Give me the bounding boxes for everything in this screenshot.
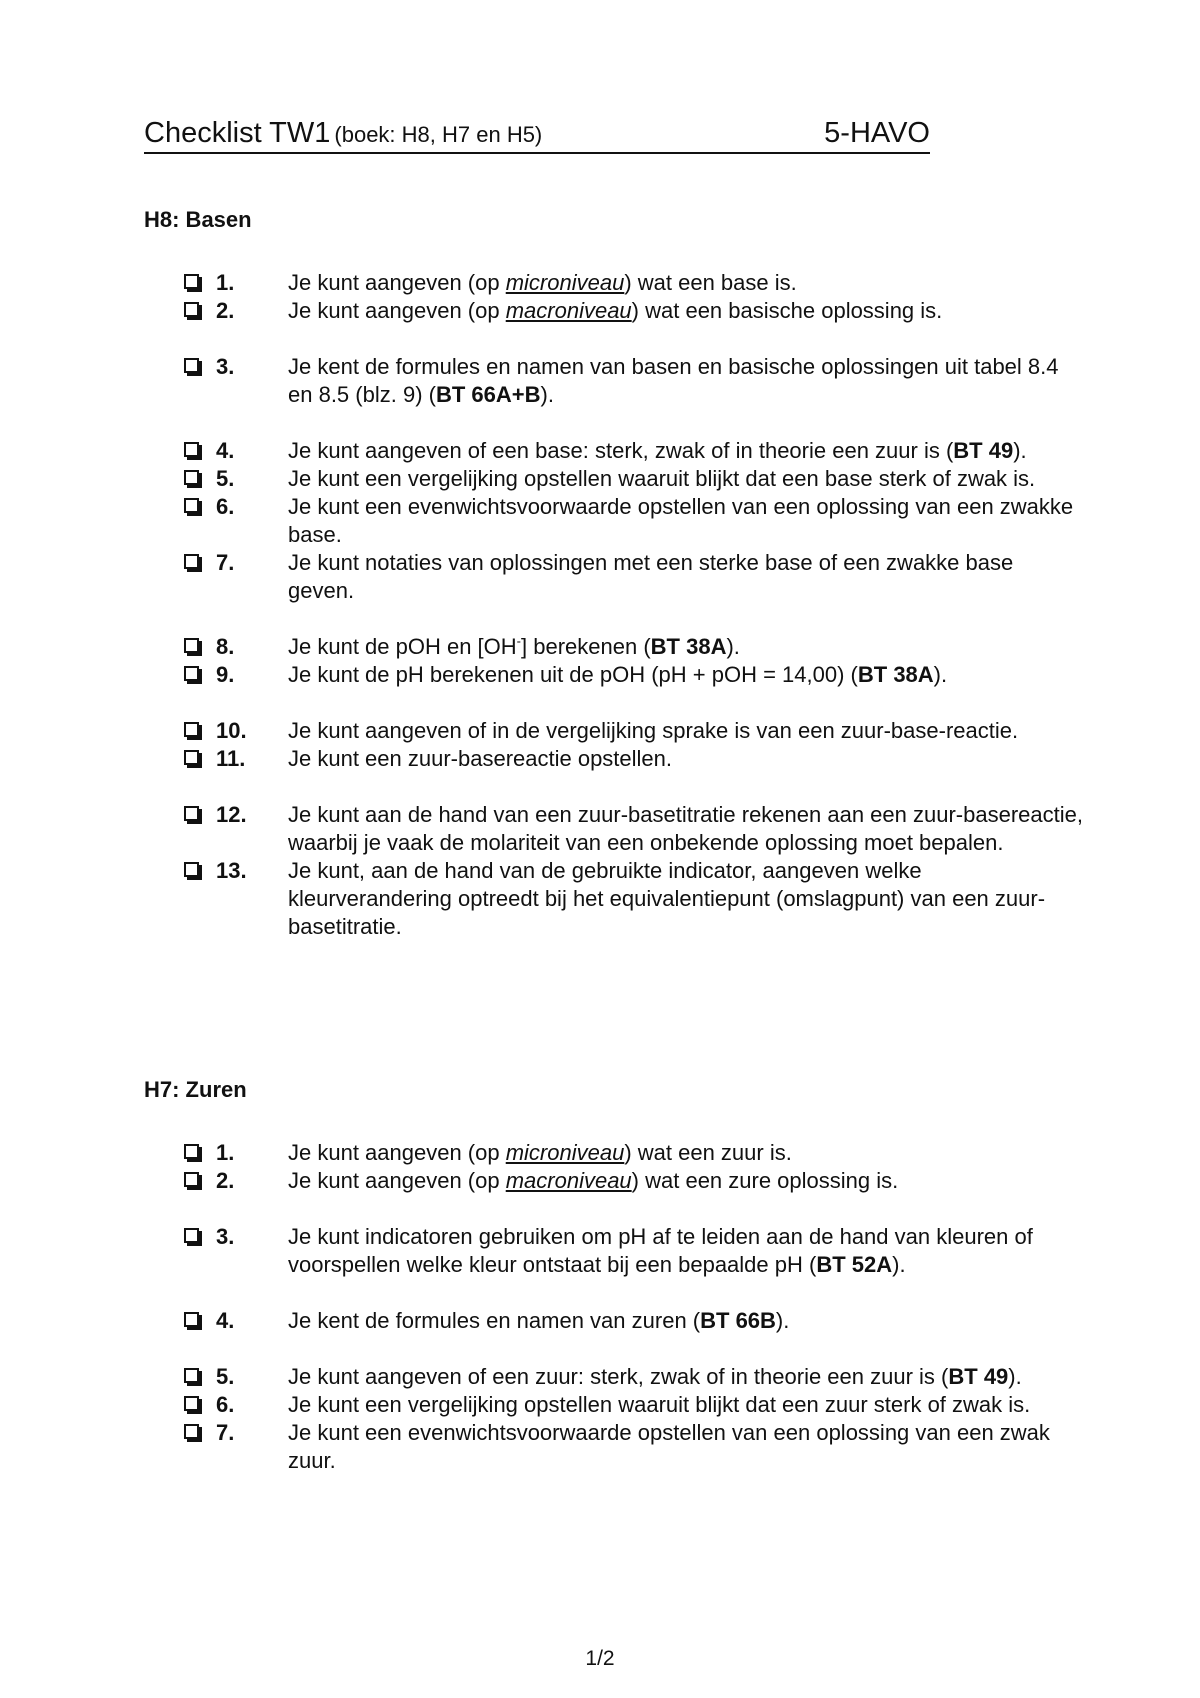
checklist-item [144, 353, 1084, 409]
text-part: Je kunt aangeven (op [288, 298, 506, 323]
title-text: Checklist TW1 [144, 117, 331, 149]
item-text: Je kunt aan de hand van een zuur-basetitratie rekenen aan een zuur-basereactie, waarbij je vaak de molariteit van een onbekende oplossing moet bepalen. [288, 802, 1083, 855]
text-part: Je kunt aangeven (op [288, 270, 506, 295]
item-text [288, 1363, 1084, 1391]
reference-code: BT 38A [650, 634, 727, 659]
checklist [144, 1139, 1084, 1475]
checklist-item [144, 1363, 1084, 1391]
item-text [288, 633, 1084, 661]
checkbox-icon[interactable] [184, 722, 199, 737]
item-text: Je kunt een vergelijking opstellen waaruit blijkt dat een zuur sterk of zwak is. [288, 1392, 1031, 1417]
item-text: Je kunt een zuur-basereactie opstellen. [288, 746, 673, 771]
item-number: 5. [216, 466, 235, 491]
checkbox-icon[interactable] [184, 302, 199, 317]
text-part: Je kent de formules en namen van basen en basische oplossingen uit tabel 8.4 en 8.5 (blz. 9) ( [288, 354, 1059, 407]
checklist-item [144, 1391, 1084, 1419]
checkbox-icon[interactable] [184, 666, 199, 681]
checklist-item [144, 1307, 1084, 1335]
reference-code: BT 66A+B [435, 382, 541, 407]
item-number: 9. [216, 662, 235, 687]
section-h7 [144, 1077, 1084, 1475]
text-part: Je kunt indicatoren gebruiken om pH af te leiden aan de hand van kleuren of voorspellen welke kleur ontstaat bij een bepaalde pH ( [288, 1224, 1033, 1277]
checklist-item [144, 437, 1084, 465]
text-part: Je kunt aangeven (op [288, 1140, 506, 1165]
checkbox-icon[interactable] [184, 1228, 199, 1243]
item-number: 2. [216, 1168, 235, 1193]
emphasis-term: macroniveau [505, 1168, 632, 1193]
checkbox-icon[interactable] [184, 750, 199, 765]
text-part: Je kunt de pH berekenen uit de pOH (pH + pOH = 14,00) ( [288, 662, 858, 687]
text-part: Je kent de formules en namen van zuren ( [288, 1308, 701, 1333]
text-part: ). [1013, 438, 1027, 463]
emphasis-term: macroniveau [505, 298, 632, 323]
item-text [288, 1223, 1084, 1279]
text-part: ) wat een base is. [624, 270, 797, 295]
checkbox-icon[interactable] [184, 1312, 199, 1327]
item-text [288, 1139, 1084, 1167]
checkbox-icon[interactable] [184, 358, 199, 373]
checkbox-icon[interactable] [184, 554, 199, 569]
text-part: Je kunt de pOH en [OH [288, 634, 517, 659]
page-number: 1/2 [585, 1647, 615, 1670]
text-part: Je kunt aangeven of een zuur: sterk, zwak of in theorie een zuur is ( [288, 1364, 949, 1389]
item-text: Je kunt, aan de hand van de gebruikte indicator, aangeven welke kleurverandering optreedt bij het equivalentiepunt (omslagpunt) van een zuur-basetitratie. [288, 858, 1046, 939]
item-number: 12. [216, 802, 247, 827]
item-text: Je kunt een vergelijking opstellen waaruit blijkt dat een base sterk of zwak is. [288, 466, 1036, 491]
item-text [288, 1307, 1084, 1335]
item-number: 4. [216, 438, 235, 463]
item-number: 7. [216, 1420, 235, 1445]
page-title [144, 117, 542, 150]
checklist-item [144, 717, 1084, 745]
text-part: ). [726, 634, 740, 659]
item-text [288, 1167, 1084, 1195]
checklist-item [144, 801, 1084, 857]
checklist-item [144, 1167, 1084, 1195]
checklist [144, 269, 1084, 941]
checklist-item [144, 1139, 1084, 1167]
checkbox-icon[interactable] [184, 1368, 199, 1383]
item-text [288, 661, 1084, 689]
reference-code: BT 66B [700, 1308, 776, 1333]
checkbox-icon[interactable] [184, 1144, 199, 1159]
text-part: ) wat een zure oplossing is. [631, 1168, 899, 1193]
item-number: 3. [216, 1224, 235, 1249]
reference-code: BT 49 [948, 1364, 1009, 1389]
item-number: 3. [216, 354, 235, 379]
checkbox-icon[interactable] [184, 1424, 199, 1439]
text-part: ). [892, 1252, 906, 1277]
item-number: 1. [216, 1140, 235, 1165]
reference-code: BT 38A [857, 662, 934, 687]
checkbox-icon[interactable] [184, 470, 199, 485]
item-number: 7. [216, 550, 235, 575]
item-text: Je kunt een evenwichtsvoorwaarde opstellen van een oplossing van een zwakke base. [288, 494, 1074, 547]
item-text: Je kunt aangeven of in de vergelijking sprake is van een zuur-base-reactie. [288, 718, 1019, 743]
title-subtitle: (boek: H8, H7 en H5) [334, 122, 543, 147]
checkbox-icon[interactable] [184, 274, 199, 289]
checklist-item [144, 549, 1084, 605]
checklist-item [144, 465, 1084, 493]
checkbox-icon[interactable] [184, 806, 199, 821]
checkbox-icon[interactable] [184, 498, 199, 513]
checkbox-icon[interactable] [184, 1172, 199, 1187]
section-heading: H7: Zuren [144, 1077, 247, 1102]
text-part: ) wat een zuur is. [624, 1140, 792, 1165]
section-h8 [144, 207, 1084, 941]
item-number: 1. [216, 270, 235, 295]
emphasis-term: microniveau [505, 270, 625, 295]
text-part: Je kunt aangeven of een base: sterk, zwak of in theorie een zuur is ( [288, 438, 954, 463]
text-part: ). [775, 1308, 790, 1333]
checkbox-icon[interactable] [184, 862, 199, 877]
item-number: 4. [216, 1308, 235, 1333]
text-part: ). [933, 662, 948, 687]
class-label: 5-HAVO [824, 117, 930, 149]
item-number: 11. [216, 746, 246, 771]
text-part: ] berekenen ( [521, 634, 651, 659]
item-text [288, 353, 1084, 409]
item-text [288, 297, 1084, 325]
checklist-item [144, 633, 1084, 661]
checklist-item [144, 1419, 1084, 1475]
item-text [288, 269, 1084, 297]
checklist-item [144, 297, 1084, 325]
text-part: ). [1008, 1364, 1022, 1389]
checklist-item [144, 857, 1084, 941]
reference-code: BT 49 [953, 438, 1014, 463]
checklist-item [144, 493, 1084, 549]
item-number: 13. [216, 858, 247, 883]
item-text: Je kunt notaties van oplossingen met een sterke base of een zwakke base geven. [288, 550, 1014, 603]
item-number: 2. [216, 298, 235, 323]
item-number: 8. [216, 634, 235, 659]
item-number: 10. [216, 718, 247, 743]
checklist-item [144, 661, 1084, 689]
superscript: - [516, 633, 522, 649]
checkbox-icon[interactable] [184, 638, 199, 653]
item-number: 6. [216, 1392, 235, 1417]
title-row [144, 118, 930, 154]
checkbox-icon[interactable] [184, 442, 199, 457]
emphasis-term: microniveau [505, 1140, 625, 1165]
item-text: Je kunt een evenwichtsvoorwaarde opstellen van een oplossing van een zwak zuur. [288, 1420, 1050, 1473]
item-number: 5. [216, 1364, 235, 1389]
section-heading: H8: Basen [144, 207, 252, 232]
text-part: ). [540, 382, 554, 407]
reference-code: BT 52A [816, 1252, 893, 1277]
text-part: Je kunt aangeven (op [288, 1168, 506, 1193]
checklist-item [144, 745, 1084, 773]
checklist-item [144, 1223, 1084, 1279]
item-text [288, 437, 1084, 465]
checkbox-icon[interactable] [184, 1396, 199, 1411]
item-number: 6. [216, 494, 235, 519]
checklist-item [144, 269, 1084, 297]
text-part: ) wat een basische oplossing is. [631, 298, 943, 323]
